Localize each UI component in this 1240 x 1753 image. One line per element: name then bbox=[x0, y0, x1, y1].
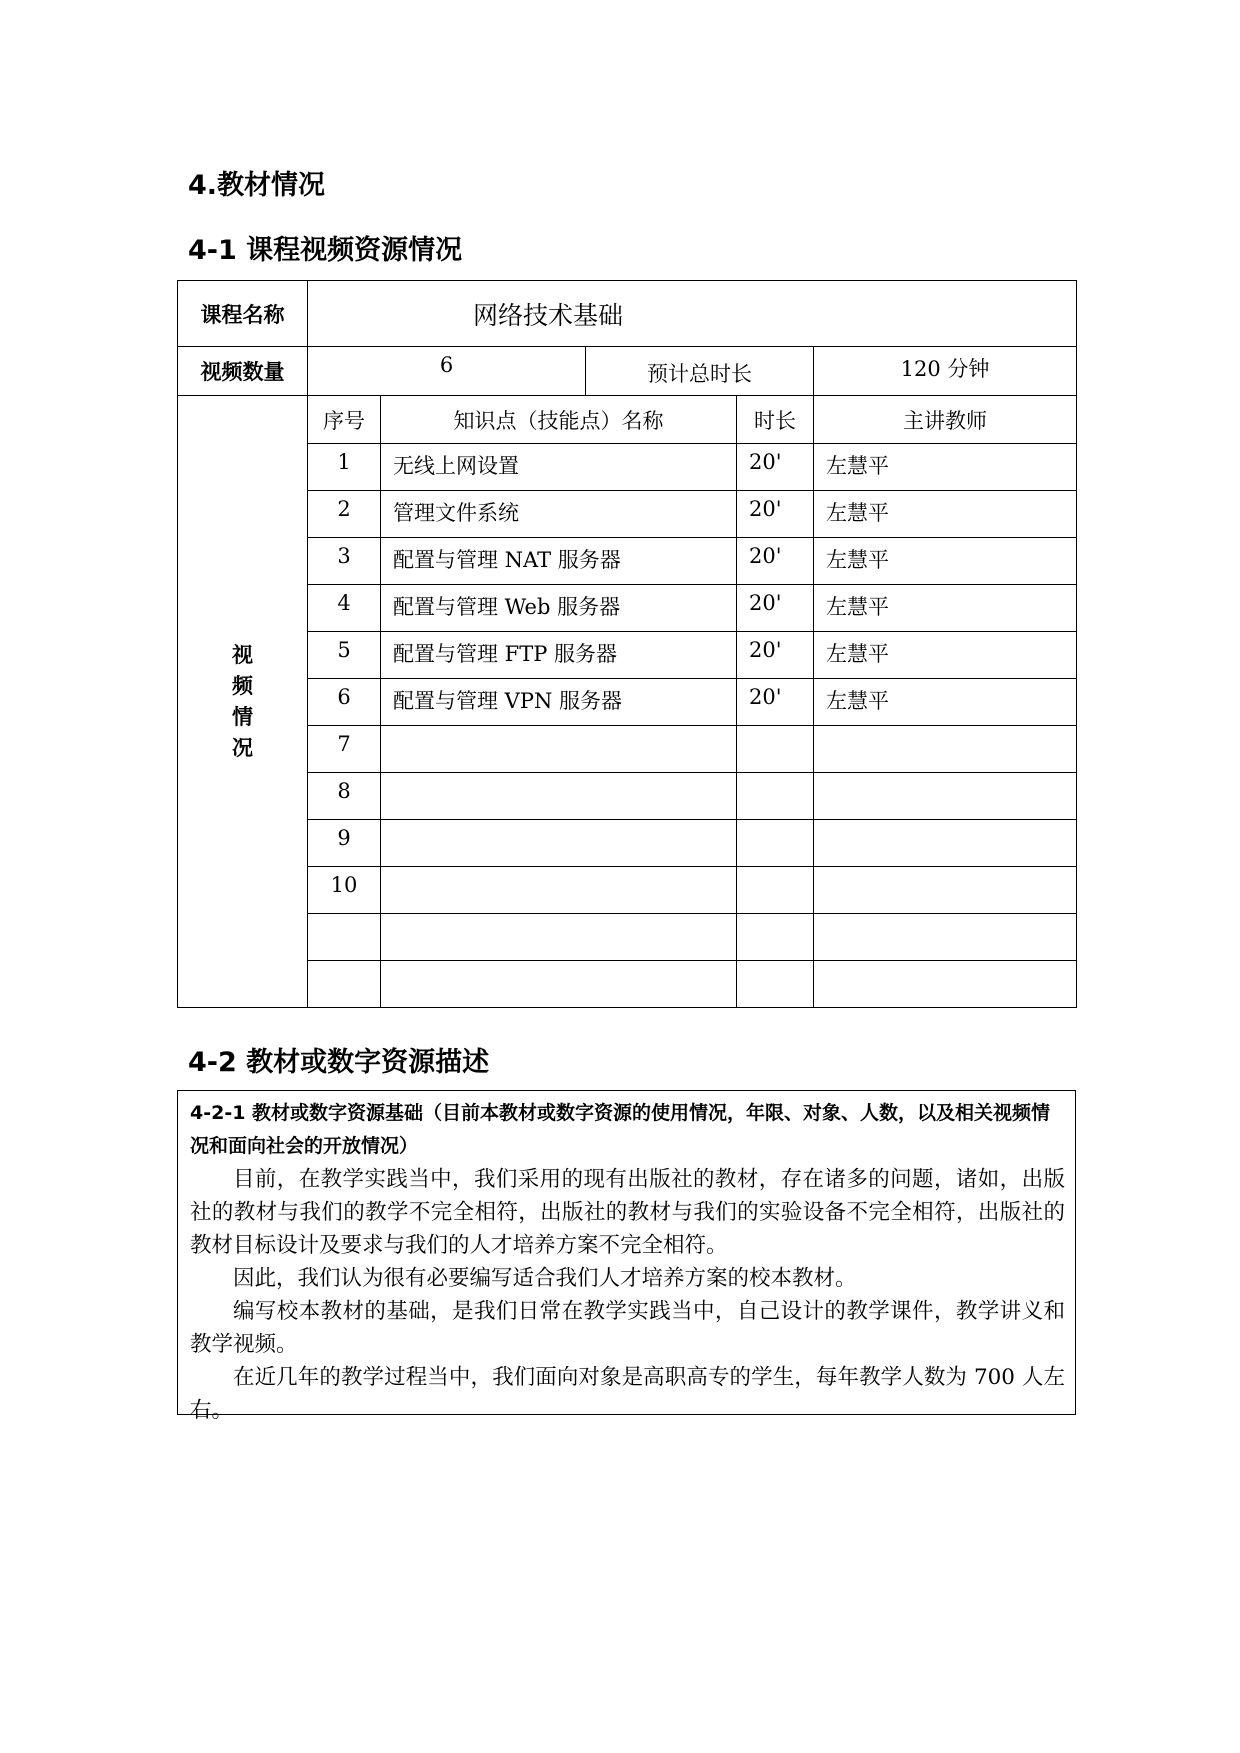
table-row bbox=[178, 444, 1077, 491]
row-duration: 20' bbox=[737, 632, 814, 679]
row-topic bbox=[381, 820, 737, 867]
subsection-heading-materials: 4-2 教材或数字资源描述 bbox=[188, 1047, 490, 1078]
row-topic: 配置与管理 NAT 服务器 bbox=[381, 538, 737, 585]
section-heading: 4.教材情况 bbox=[188, 170, 326, 201]
table-row bbox=[178, 961, 1077, 1008]
row-teacher: 左慧平 bbox=[814, 632, 1077, 679]
table-row bbox=[178, 538, 1077, 585]
row-teacher bbox=[814, 820, 1077, 867]
row-duration bbox=[737, 867, 814, 914]
row-teacher bbox=[814, 773, 1077, 820]
row-no bbox=[308, 914, 381, 961]
row-topic bbox=[381, 914, 737, 961]
table-row bbox=[178, 820, 1077, 867]
row-teacher bbox=[814, 961, 1077, 1008]
row-duration bbox=[737, 914, 814, 961]
row-duration bbox=[737, 773, 814, 820]
row-no: 5 bbox=[308, 632, 381, 679]
row-no: 6 bbox=[308, 679, 381, 726]
row-teacher bbox=[814, 914, 1077, 961]
row-duration: 20' bbox=[737, 679, 814, 726]
subsection-heading-video: 4-1 课程视频资源情况 bbox=[188, 235, 463, 266]
table-row bbox=[178, 867, 1077, 914]
description-paragraph: 目前，在教学实践当中，我们采用的现有出版社的教材，存在诸多的问题，诸如，出版社的教材与我们的教学不完全相符，出版社的教材与我们的实验设备不完全相符，出版社的教材目标设计及要求与我们的人才培养方案不完全相符。 bbox=[190, 1167, 1065, 1258]
row-topic: 配置与管理 FTP 服务器 bbox=[381, 632, 737, 679]
table-row bbox=[178, 914, 1077, 961]
row-no: 1 bbox=[308, 444, 381, 491]
course-name-value: 网络技术基础 bbox=[308, 281, 1077, 347]
row-no bbox=[308, 961, 381, 1008]
row-no: 7 bbox=[308, 726, 381, 773]
row-topic: 管理文件系统 bbox=[381, 491, 737, 538]
row-duration: 20' bbox=[737, 538, 814, 585]
row-no: 8 bbox=[308, 773, 381, 820]
total-duration-label: 预计总时长 bbox=[586, 347, 814, 396]
table-row bbox=[178, 585, 1077, 632]
header-no: 序号 bbox=[308, 396, 381, 444]
description-title: 4-2-1 教材或数字资源基础（目前本教材或数字资源的使用情况，年限、对象、人数，以及相关视频情况和面向社会的开放情况） bbox=[190, 1102, 1051, 1157]
video-count-label: 视频数量 bbox=[178, 347, 308, 396]
table-row bbox=[178, 632, 1077, 679]
total-duration-value: 120 分钟 bbox=[814, 347, 1077, 396]
row-topic: 配置与管理 VPN 服务器 bbox=[381, 679, 737, 726]
video-side-label bbox=[178, 396, 308, 1008]
row-no: 2 bbox=[308, 491, 381, 538]
row-teacher: 左慧平 bbox=[814, 538, 1077, 585]
row-teacher: 左慧平 bbox=[814, 585, 1077, 632]
description-box bbox=[177, 1090, 1076, 1423]
header-teacher: 主讲教师 bbox=[814, 396, 1077, 444]
row-topic: 无线上网设置 bbox=[381, 444, 737, 491]
row-topic: 配置与管理 Web 服务器 bbox=[381, 585, 737, 632]
row-teacher: 左慧平 bbox=[814, 491, 1077, 538]
row-topic bbox=[381, 867, 737, 914]
row-duration bbox=[737, 961, 814, 1008]
description-paragraph: 编写校本教材的基础，是我们日常在教学实践当中，自己设计的教学课件，教学讲义和教学视频。 bbox=[190, 1299, 1065, 1357]
side-char: 视 bbox=[232, 642, 253, 667]
header-topic: 知识点（技能点）名称 bbox=[381, 396, 737, 444]
row-teacher bbox=[814, 867, 1077, 914]
row-teacher bbox=[814, 726, 1077, 773]
table-row bbox=[178, 773, 1077, 820]
table-row bbox=[178, 726, 1077, 773]
row-duration: 20' bbox=[737, 585, 814, 632]
row-topic bbox=[381, 726, 737, 773]
side-char: 情 bbox=[232, 704, 253, 729]
row-teacher: 左慧平 bbox=[814, 679, 1077, 726]
table-row bbox=[178, 679, 1077, 726]
side-char: 频 bbox=[232, 673, 253, 698]
row-duration: 20' bbox=[737, 444, 814, 491]
row-duration bbox=[737, 726, 814, 773]
row-no: 4 bbox=[308, 585, 381, 632]
description-paragraph: 因此，我们认为很有必要编写适合我们人才培养方案的校本教材。 bbox=[233, 1266, 857, 1291]
video-resource-table bbox=[177, 280, 1077, 1008]
course-name-label: 课程名称 bbox=[178, 281, 308, 347]
row-no: 10 bbox=[308, 867, 381, 914]
header-duration: 时长 bbox=[737, 396, 814, 444]
description-paragraph: 在近几年的教学过程当中，我们面向对象是高职高专的学生，每年教学人数为 700 人左右。 bbox=[190, 1365, 1065, 1423]
row-no: 3 bbox=[308, 538, 381, 585]
table-row bbox=[178, 491, 1077, 538]
video-count-value: 6 bbox=[308, 347, 586, 396]
row-no: 9 bbox=[308, 820, 381, 867]
row-topic bbox=[381, 773, 737, 820]
row-teacher: 左慧平 bbox=[814, 444, 1077, 491]
row-duration bbox=[737, 820, 814, 867]
row-topic bbox=[381, 961, 737, 1008]
side-char: 况 bbox=[232, 735, 253, 760]
row-duration: 20' bbox=[737, 491, 814, 538]
